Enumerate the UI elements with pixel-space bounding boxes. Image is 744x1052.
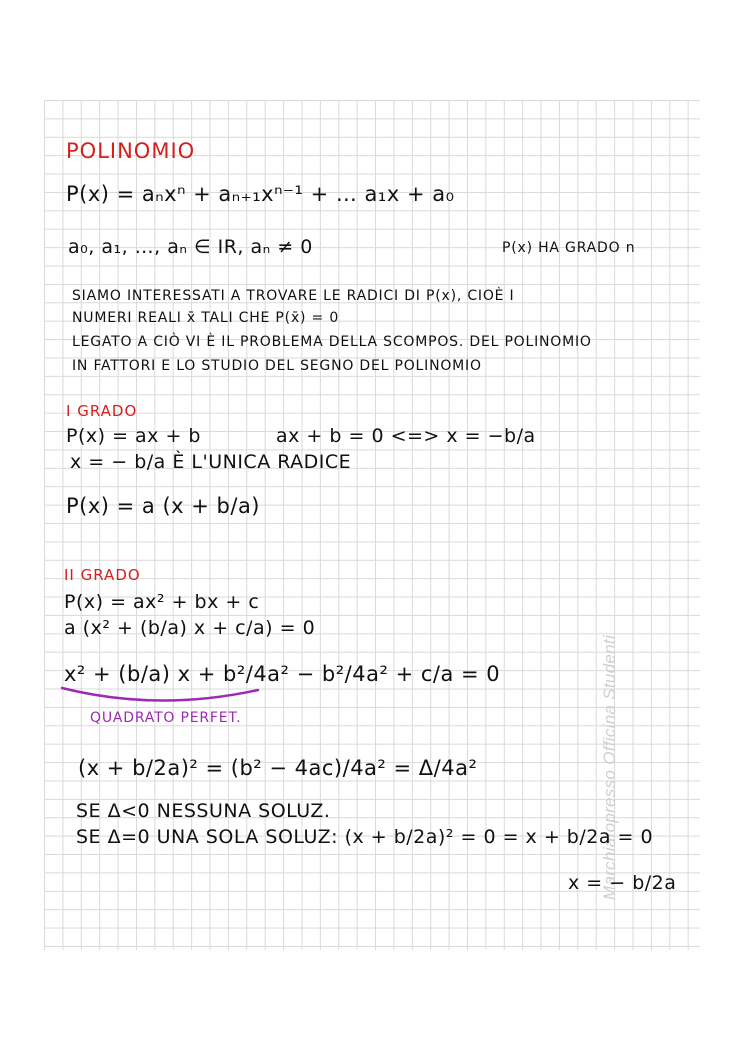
note-title: POLINOMIO	[66, 139, 196, 163]
second-degree-poly: P(x) = ax² + bx + c	[64, 591, 260, 613]
perfect-square-brace	[58, 680, 278, 710]
first-degree-root: x = − b/a È L'UNICA RADICE	[70, 451, 352, 473]
first-degree-heading: I GRADO	[66, 402, 138, 420]
polynomial-definition: P(x) = aₙxⁿ + aₙ₊₁xⁿ⁻¹ + … a₁x + a₀	[66, 182, 455, 206]
watermark: Marchiatopresso Officina Studenti	[600, 634, 619, 900]
second-degree-collect: a (x² + (b/a) x + c/a) = 0	[64, 617, 316, 639]
intro-line-3: LEGATO A CIÒ VI È IL PROBLEMA DELLA SCOMPOS. DEL POLINOMIO	[72, 334, 592, 350]
case-negative-delta: SE Δ<0 NESSUNA SOLUZ.	[76, 800, 331, 822]
first-degree-poly: P(x) = ax + b	[66, 425, 201, 447]
intro-line-2: NUMERI REALI x̄ TALI CHE P(x̄) = 0	[72, 310, 340, 326]
case-zero-delta: SE Δ=0 UNA SOLA SOLUZ: (x + b/2a)² = 0 = x + b/2a = 0	[76, 826, 654, 848]
first-degree-factorization: P(x) = a (x + b/a)	[66, 494, 261, 518]
intro-line-1: SIAMO INTERESSATI A TROVARE LE RADICI DI P(x), CIOÈ I	[72, 288, 515, 304]
coefficients-line: a₀, a₁, …, aₙ ∈ IR, aₙ ≠ 0	[68, 236, 313, 258]
perfect-square-label: QUADRATO PERFET.	[90, 710, 242, 726]
degree-statement: P(x) HA GRADO n	[502, 240, 636, 256]
first-degree-equation: ax + b = 0 <=> x = −b/a	[276, 425, 536, 447]
intro-line-4: IN FATTORI E LO STUDIO DEL SEGNO DEL POLINOMIO	[72, 358, 482, 374]
double-root: x = − b/2a	[568, 872, 677, 894]
second-degree-heading: II GRADO	[64, 566, 141, 584]
second-degree-completing: x² + (b/a) x + b²/4a² − b²/4a² + c/a = 0	[64, 662, 501, 686]
second-degree-square-form: (x + b/2a)² = (b² − 4ac)/4a² = Δ/4a²	[78, 756, 478, 780]
